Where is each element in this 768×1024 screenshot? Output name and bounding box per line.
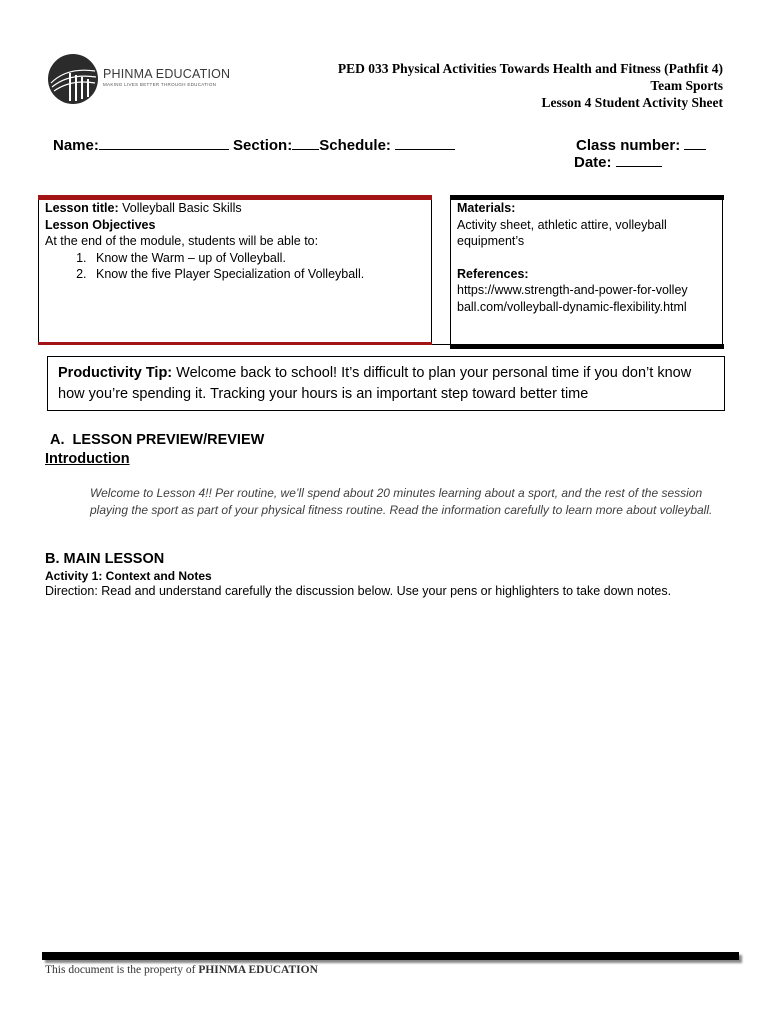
brand-tagline: MAKING LIVES BETTER THROUGH EDUCATION [103, 82, 217, 87]
section-b-heading: B. MAIN LESSON [45, 551, 165, 567]
footer-text [45, 964, 318, 976]
course-subtitle: Team Sports [650, 78, 723, 93]
materials-box-top-bar [450, 195, 724, 200]
lesson-content [45, 200, 430, 283]
materials-box-bottom-bar [450, 344, 724, 349]
objective-item: 2. Know the five Player Specialization of Volleyball. [90, 266, 430, 283]
objective-item: 1. Know the Warm – up of Volleyball. [90, 250, 430, 267]
brand-name: PHINMA EDUCATION [103, 67, 231, 81]
section-blank[interactable] [292, 135, 319, 150]
name-blank[interactable] [99, 135, 229, 150]
schedule-blank[interactable] [395, 135, 455, 150]
course-title: PED 033 Physical Activities Towards Health and Fitness (Pathfit 4) [337, 61, 723, 76]
date-blank[interactable] [616, 152, 662, 167]
lesson-title-value: Volleyball Basic Skills [122, 201, 242, 215]
class-number-label: Class number: [576, 137, 681, 154]
box-divider-column [432, 197, 451, 345]
lesson-title-label: Lesson title: [45, 201, 119, 215]
activity-direction: Direction: Read and understand carefully the discussion below. Use your pens or highlighters to take down notes. [45, 584, 672, 598]
section-label: Section: [233, 137, 293, 154]
objectives-heading: Lesson Objectives [45, 217, 156, 232]
references-link[interactable]: https://www.strength-and-power-for-volleyball.com/volleyball-dynamic-flexibility.html [457, 283, 688, 314]
productivity-tip-label: Productivity Tip: [58, 365, 173, 381]
date-label: Date: [574, 154, 612, 171]
objectives-list [45, 250, 430, 283]
date-row [574, 152, 662, 171]
productivity-tip-text: Welcome back to school! It’s difficult to plan your personal time if you don’t know how you’re spending it. Tracking your hours is an important step toward better time [58, 365, 692, 402]
class-number-blank[interactable] [684, 135, 706, 150]
phinma-logo [47, 53, 99, 105]
section-a-heading: A. LESSON PREVIEW/REVIEW [50, 432, 265, 448]
materials-label: Materials: [457, 201, 516, 215]
schedule-label: Schedule: [319, 137, 391, 154]
name-label: Name: [53, 137, 99, 154]
introduction-text: Welcome to Lesson 4!! Per routine, we’ll spend about 20 minutes learning about a sport, and the rest of the session playing the sport as part of your physical fitness routine. Read the information carefully to learn more about volleyball. [90, 486, 713, 517]
student-info-row [53, 135, 455, 154]
footer-brand: PHINMA EDUCATION [198, 964, 318, 976]
footer-prefix: This document is the property of [45, 964, 196, 976]
introduction-heading: Introduction [45, 451, 130, 467]
footer-bar [42, 952, 739, 960]
sheet-title: Lesson 4 Student Activity Sheet [541, 95, 723, 110]
materials-value: Activity sheet, athletic attire, volleyball equipment’s [457, 217, 667, 248]
productivity-tip-box [47, 356, 725, 411]
materials-content [457, 200, 719, 315]
references-label: References: [457, 266, 529, 281]
lesson-title-line [45, 200, 430, 217]
lesson-box-bottom-bar [38, 342, 432, 345]
objectives-intro: At the end of the module, students will be able to: [45, 234, 319, 248]
activity-title: Activity 1: Context and Notes [45, 569, 212, 583]
